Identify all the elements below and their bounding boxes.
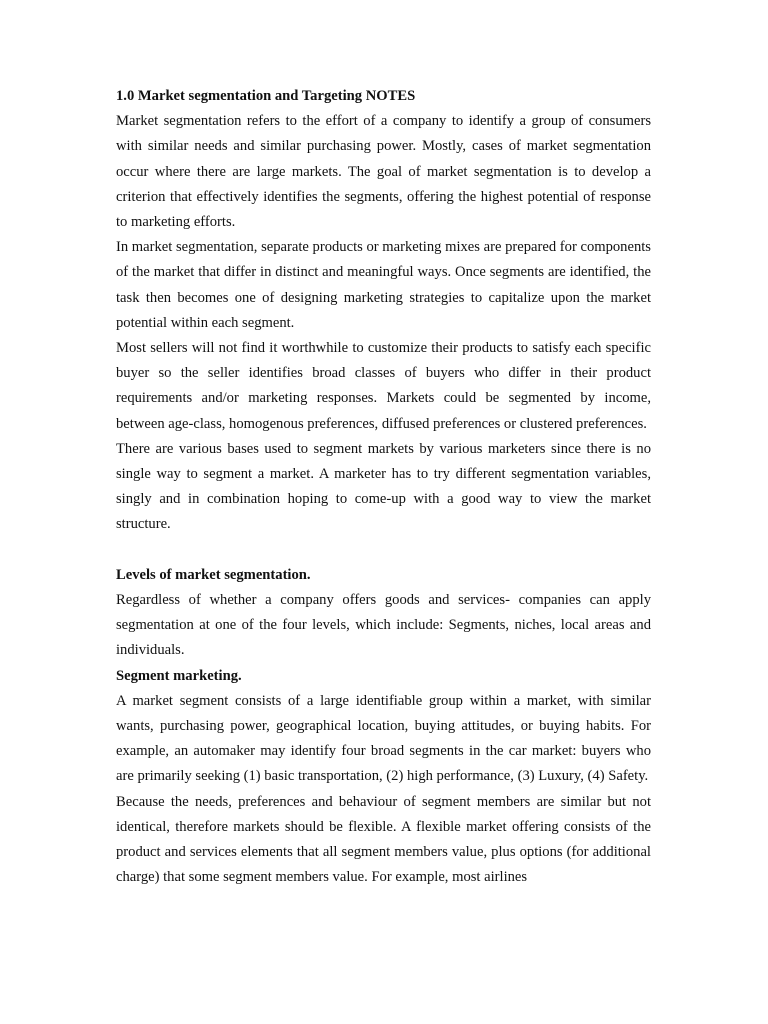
intro-paragraph-2: In market segmentation, separate products or marketing mixes are prepared for components of the market that differ in distinct and meaningful ways. Once segments are identified, the task then becomes one of designing marketing strategies to capitalize upon the market potential within each segment. [116, 239, 651, 331]
document-page [116, 84, 651, 890]
segment-heading: Segment marketing. [116, 667, 242, 684]
document-title: 1.0 Market segmentation and Targeting NOTES [116, 88, 416, 104]
segment-paragraph-1: A market segment consists of a large identifiable group within a market, with similar wants, purchasing power, geographical location, buying attitudes, or buying habits. For example, an automaker may identify four broad segments in the car market: buyers who are primarily seeking (1) basic transportation, (2) high performance, (3) Luxury, (4) Safety. [116, 692, 651, 785]
levels-paragraph: Regardless of whether a company offers goods and services- companies can apply segmentation at one of the four levels, which include: Segments, niches, local areas and individuals. [116, 592, 651, 659]
intro-paragraph-3: Most sellers will not find it worthwhile to customize their products to satisfy each specific buyer so the seller identifies broad classes of buyers who differ in their product requirements and/or marketing responses. Markets could be segmented by income, between age-class, homogenous preferences, diffused preferences or clustered preferences. [116, 340, 651, 432]
section-spacer [116, 538, 651, 563]
intro-paragraph-4: There are various bases used to segment markets by various marketers since there is no single way to segment a market. A marketer has to try different segmentation variables, singly and in combination hoping to come-up with a good way to view the market structure. [116, 440, 651, 533]
intro-paragraph-1: Market segmentation refers to the effort of a company to identify a group of consumers with similar needs and similar purchasing power. Mostly, cases of market segmentation occur where there are large markets. The goal of market segmentation is to develop a criterion that effectively identifies the segments, offering the highest potential of response to marketing efforts. [116, 113, 651, 231]
levels-heading: Levels of market segmentation. [116, 566, 311, 583]
segment-paragraph-2: Because the needs, preferences and behaviour of segment members are similar but not identical, therefore markets should be flexible. A flexible market offering consists of the product and services elements that all segment members value, plus options (for additional charge) that some segment members value. For example, most airlines [116, 793, 651, 886]
